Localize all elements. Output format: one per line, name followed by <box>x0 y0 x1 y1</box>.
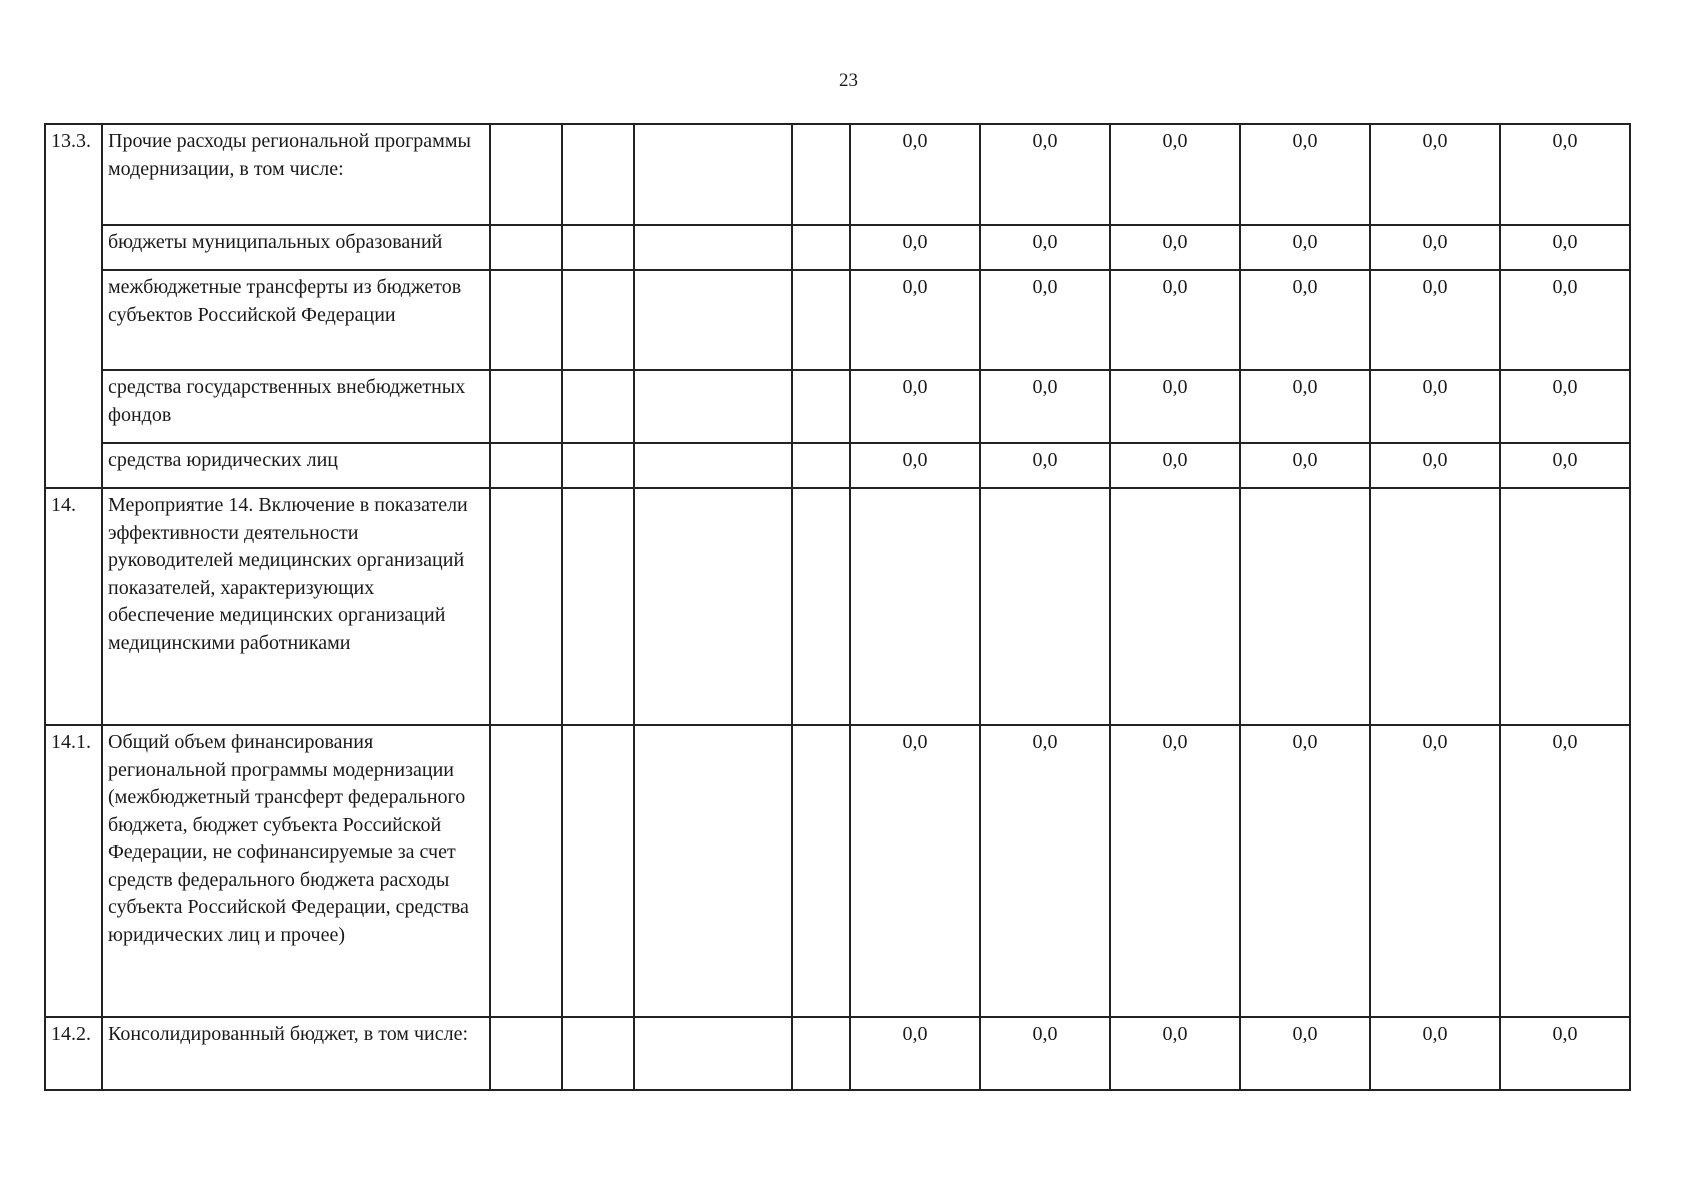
value-cell: 0,0 <box>980 270 1110 370</box>
empty-cell <box>634 370 792 443</box>
empty-cell <box>562 225 634 270</box>
empty-cell <box>562 270 634 370</box>
empty-cell <box>792 270 850 370</box>
value-cell: 0,0 <box>1240 443 1370 488</box>
value-cell: 0,0 <box>1240 725 1370 1017</box>
empty-cell <box>634 725 792 1017</box>
value-cell: 0,0 <box>1240 124 1370 225</box>
empty-cell <box>562 443 634 488</box>
value-cell: 0,0 <box>1500 370 1630 443</box>
value-cell: 0,0 <box>980 370 1110 443</box>
value-cell: 0,0 <box>1240 370 1370 443</box>
row-label-cell: средства государственных внебюджетных фондов <box>102 370 490 443</box>
value-cell: 0,0 <box>1110 225 1240 270</box>
row-label-cell: Общий объем финансирования региональной программы модернизации (межбюджетный трансферт федерального бюджета, бюджет субъекта Российской Федерации, не софинансируемые за счет средств федерального бюджета расходы субъекта Российской Федерации, средства юридических лиц и прочее) <box>102 725 490 1017</box>
value-cell: 0,0 <box>1500 1017 1630 1090</box>
empty-cell <box>490 725 562 1017</box>
value-cell: 0,0 <box>980 443 1110 488</box>
row-label-cell: средства юридических лиц <box>102 443 490 488</box>
value-cell: 0,0 <box>850 270 980 370</box>
row-label-cell: межбюджетные трансферты из бюджетов субъектов Российской Федерации <box>102 270 490 370</box>
empty-cell <box>634 443 792 488</box>
value-cell: 0,0 <box>1110 370 1240 443</box>
row-number-cell: 13.3. <box>45 124 102 488</box>
value-cell: 0,0 <box>980 1017 1110 1090</box>
empty-cell <box>634 1017 792 1090</box>
table-row <box>45 1017 1630 1090</box>
value-cell: 0,0 <box>1240 270 1370 370</box>
empty-cell <box>634 225 792 270</box>
value-cell: 0,0 <box>1370 370 1500 443</box>
empty-cell <box>562 725 634 1017</box>
empty-cell <box>490 370 562 443</box>
table-row <box>45 488 1630 725</box>
value-cell: 0,0 <box>980 725 1110 1017</box>
budget-table <box>44 123 1631 1091</box>
value-cell: 0,0 <box>1110 270 1240 370</box>
value-cell: 0,0 <box>980 225 1110 270</box>
value-cell: 0,0 <box>1370 124 1500 225</box>
value-cell: 0,0 <box>850 725 980 1017</box>
row-number-cell: 14. <box>45 488 102 725</box>
empty-cell <box>792 443 850 488</box>
empty-cell <box>634 488 792 725</box>
value-cell <box>1500 488 1630 725</box>
value-cell: 0,0 <box>850 1017 980 1090</box>
value-cell <box>1240 488 1370 725</box>
empty-cell <box>792 225 850 270</box>
row-number-cell: 14.1. <box>45 725 102 1017</box>
row-number-cell: 14.2. <box>45 1017 102 1090</box>
value-cell: 0,0 <box>850 225 980 270</box>
empty-cell <box>792 1017 850 1090</box>
value-cell: 0,0 <box>1370 443 1500 488</box>
table-row <box>45 443 1630 488</box>
value-cell: 0,0 <box>1240 1017 1370 1090</box>
value-cell: 0,0 <box>1110 124 1240 225</box>
table-row <box>45 124 1630 225</box>
value-cell <box>1110 488 1240 725</box>
value-cell: 0,0 <box>1110 1017 1240 1090</box>
value-cell <box>850 488 980 725</box>
page-number: 23 <box>839 70 858 91</box>
value-cell: 0,0 <box>850 370 980 443</box>
value-cell: 0,0 <box>1110 443 1240 488</box>
value-cell: 0,0 <box>1500 270 1630 370</box>
empty-cell <box>490 488 562 725</box>
empty-cell <box>490 270 562 370</box>
row-label-cell: Мероприятие 14. Включение в показатели эффективности деятельности руководителей медицинских организаций показателей, характеризующих обеспечение медицинских организаций медицинскими работниками <box>102 488 490 725</box>
value-cell: 0,0 <box>1370 270 1500 370</box>
value-cell: 0,0 <box>1500 124 1630 225</box>
value-cell: 0,0 <box>1370 725 1500 1017</box>
row-label-cell: бюджеты муниципальных образований <box>102 225 490 270</box>
table-row <box>45 370 1630 443</box>
empty-cell <box>562 1017 634 1090</box>
empty-cell <box>792 488 850 725</box>
table-row <box>45 225 1630 270</box>
empty-cell <box>634 124 792 225</box>
empty-cell <box>792 370 850 443</box>
empty-cell <box>792 124 850 225</box>
value-cell: 0,0 <box>1500 225 1630 270</box>
empty-cell <box>562 124 634 225</box>
row-label-cell: Прочие расходы региональной программы модернизации, в том числе: <box>102 124 490 225</box>
empty-cell <box>562 488 634 725</box>
table-row <box>45 270 1630 370</box>
value-cell <box>980 488 1110 725</box>
empty-cell <box>490 1017 562 1090</box>
empty-cell <box>490 443 562 488</box>
value-cell: 0,0 <box>1110 725 1240 1017</box>
value-cell: 0,0 <box>1370 1017 1500 1090</box>
empty-cell <box>792 725 850 1017</box>
empty-cell <box>490 225 562 270</box>
value-cell <box>1370 488 1500 725</box>
value-cell: 0,0 <box>980 124 1110 225</box>
empty-cell <box>490 124 562 225</box>
value-cell: 0,0 <box>1370 225 1500 270</box>
value-cell: 0,0 <box>1500 725 1630 1017</box>
value-cell: 0,0 <box>1500 443 1630 488</box>
row-label-cell: Консолидированный бюджет, в том числе: <box>102 1017 490 1090</box>
empty-cell <box>562 370 634 443</box>
value-cell: 0,0 <box>850 443 980 488</box>
value-cell: 0,0 <box>1240 225 1370 270</box>
table-row <box>45 725 1630 1017</box>
empty-cell <box>634 270 792 370</box>
value-cell: 0,0 <box>850 124 980 225</box>
